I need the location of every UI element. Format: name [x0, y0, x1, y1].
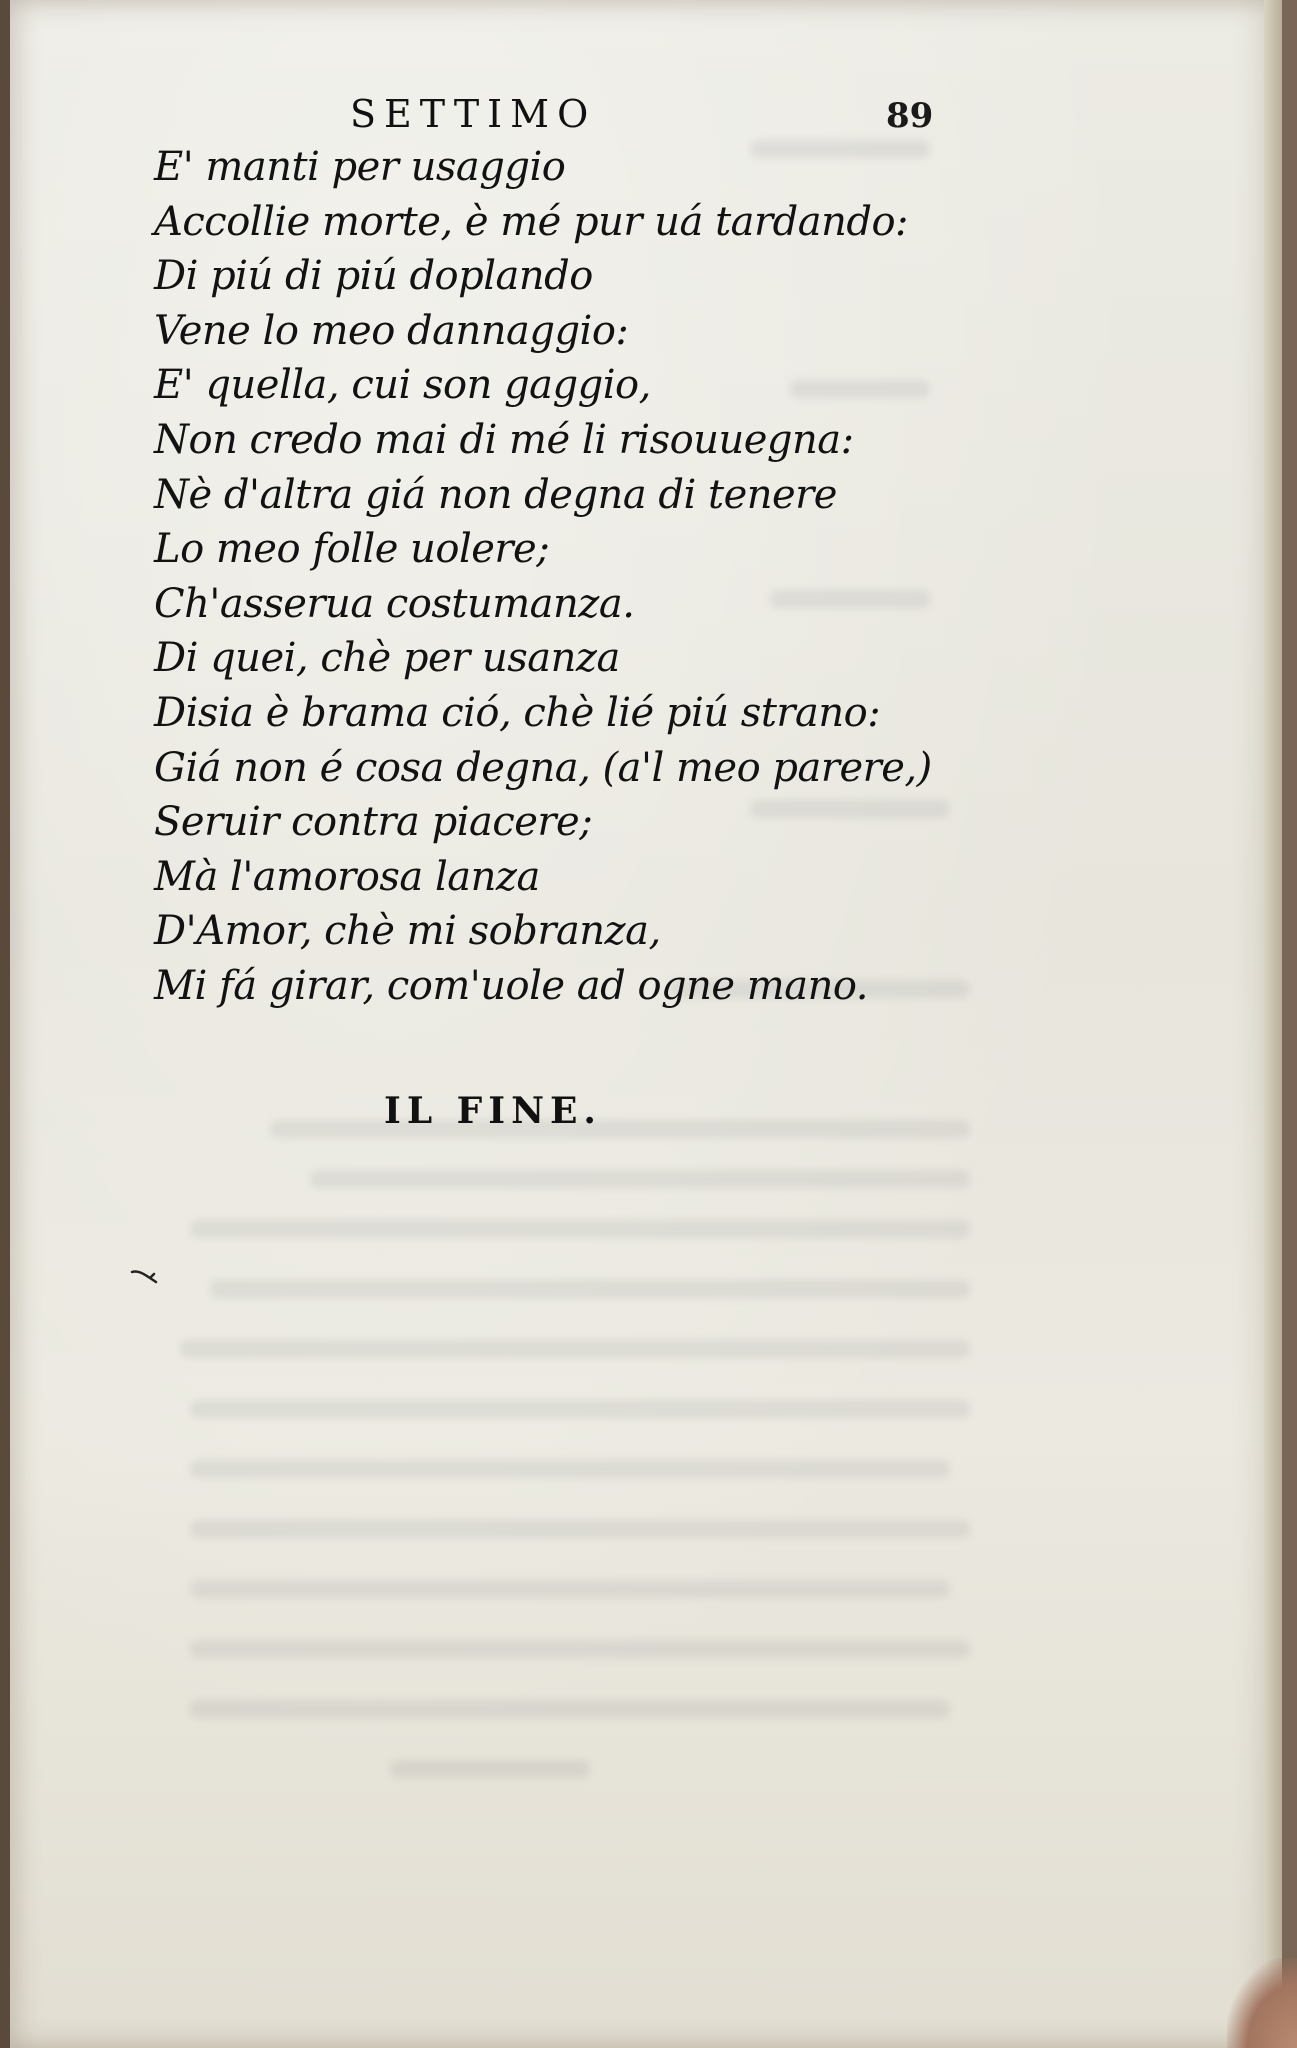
- ghost-line: [190, 1220, 970, 1238]
- ghost-line: [190, 1640, 970, 1658]
- ghost-line: [210, 1280, 970, 1298]
- ghost-line: [190, 1400, 970, 1418]
- verse-line: Nè d'altra giá non degna di tenere: [154, 471, 837, 518]
- ghost-line: [310, 1170, 970, 1188]
- verse-line: D'Amor, chè mi sobranza,: [154, 908, 661, 955]
- verse-line: Seruir contra piacere;: [154, 799, 593, 846]
- verse-line: Disia è brama ció, chè lié piú strano:: [154, 689, 881, 736]
- verse-line: Mi fá girar, com'uole ad ogne mano.: [154, 962, 868, 1009]
- book-page: [10, 0, 1282, 2048]
- verse-line: E' quella, cui son gaggio,: [154, 362, 651, 409]
- page-edge: [1264, 0, 1282, 2048]
- closing-heading: IL FINE.: [384, 1090, 602, 1132]
- verse-line: Vene lo meo dannaggio:: [154, 307, 629, 354]
- ghost-line: [390, 1760, 590, 1778]
- fingertip: [1227, 1958, 1297, 2048]
- ghost-line: [190, 1460, 950, 1478]
- ghost-line: [190, 1580, 950, 1598]
- verse-line: E' manti per usaggio: [154, 144, 566, 190]
- ghost-line: [190, 1520, 970, 1538]
- verse-line: Giá non é cosa degna, (a'l meo parere,): [154, 744, 932, 791]
- verse-line: Accollie morte, è mé pur uá tardando:: [154, 198, 908, 245]
- ink-mark-icon: [130, 1268, 160, 1284]
- verse-line: Mà l'amorosa lanza: [154, 853, 540, 900]
- verse-line: Non credo mai di mé li risouuegna:: [154, 416, 854, 463]
- ghost-line: [180, 1340, 970, 1358]
- running-head: SETTIMO: [350, 92, 597, 136]
- ghost-line: [270, 1120, 970, 1138]
- ghost-line: [190, 1700, 950, 1718]
- verse-line: Ch'asserua costumanza.: [154, 580, 635, 627]
- page-number: 89: [886, 96, 934, 136]
- poem-stanza: [154, 140, 974, 1014]
- verse-line: Di quei, chè per usanza: [154, 635, 620, 682]
- verse-line: Di piú di piú doplando: [154, 253, 593, 300]
- verse-line: Lo meo folle uolere;: [154, 526, 550, 573]
